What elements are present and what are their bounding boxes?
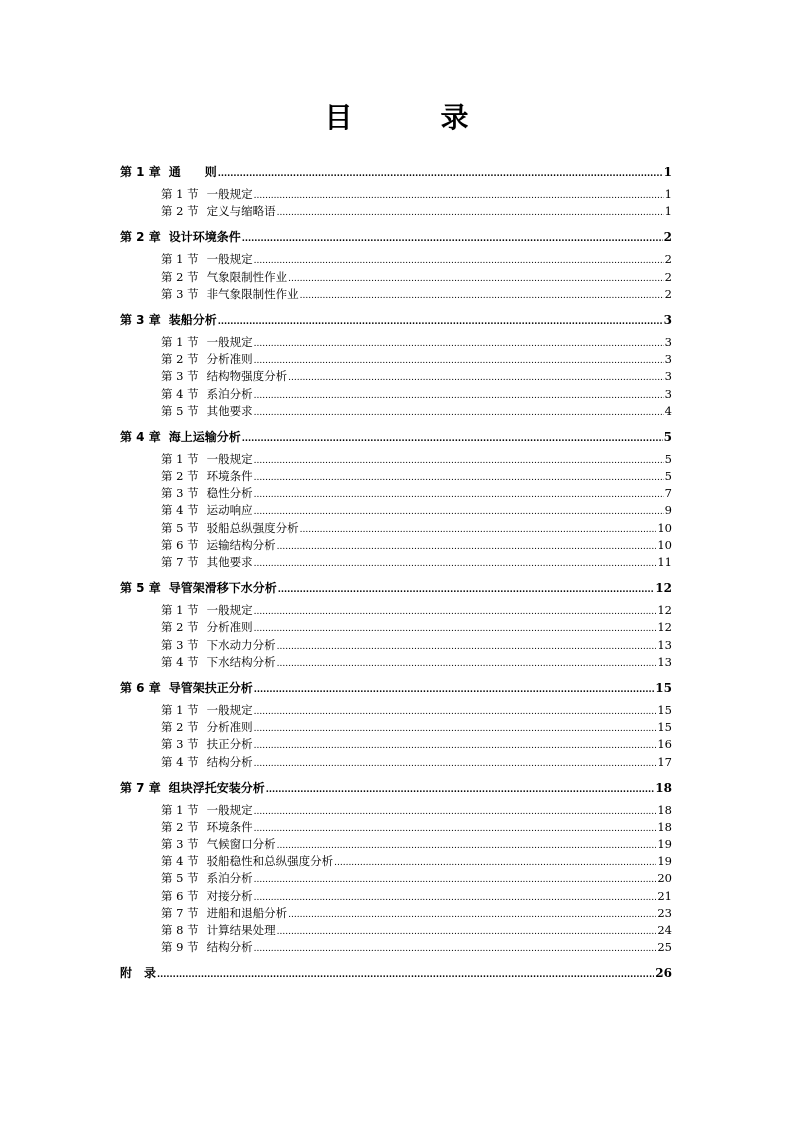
- dot-leader: [277, 654, 657, 673]
- section-page-number: 23: [657, 905, 672, 920]
- section-page-number: 9: [664, 503, 672, 518]
- section-title: 下水动力分析: [206, 637, 276, 652]
- section-number: 第 3 节: [161, 286, 199, 301]
- section-title: 环境条件: [206, 819, 253, 834]
- toc-section-entry[interactable]: [120, 939, 672, 956]
- toc-section-entry[interactable]: [120, 403, 672, 420]
- section-page-number: 4: [664, 403, 672, 418]
- section-title: 系泊分析: [206, 386, 253, 401]
- section-page-number: 18: [657, 819, 672, 834]
- toc-section-entry[interactable]: [120, 368, 672, 385]
- chapter-page-number: 18: [655, 780, 672, 795]
- dot-leader: [254, 554, 657, 573]
- section-label: [161, 802, 253, 819]
- chapter-title: 导管架扶正分析: [168, 680, 253, 695]
- chapter-label: [120, 226, 241, 248]
- section-title: 下水结构分析: [206, 654, 276, 669]
- section-label: [161, 853, 333, 870]
- toc-chapter-entry[interactable]: [120, 426, 672, 448]
- section-page-number: 16: [657, 737, 672, 752]
- toc-section-entry[interactable]: [120, 754, 672, 771]
- chapter-number: 第 6 章: [120, 680, 161, 695]
- section-title: 一般规定: [206, 603, 253, 618]
- section-number: 第 7 节: [161, 905, 199, 920]
- chapter-title: 导管架滑移下水分析: [168, 581, 277, 596]
- section-page-number: 11: [657, 555, 672, 569]
- chapter-label: [120, 577, 277, 599]
- toc-section-entry[interactable]: [120, 819, 672, 836]
- section-label: [161, 451, 253, 468]
- chapter-label: [120, 677, 253, 699]
- section-number: 第 6 节: [161, 537, 199, 552]
- section-label: [161, 702, 253, 719]
- toc-section-entry[interactable]: [120, 922, 672, 939]
- chapter-number: 第 1 章: [120, 165, 161, 179]
- dot-leader: [254, 939, 657, 958]
- toc-section-entry[interactable]: [120, 719, 672, 736]
- section-page-number: 15: [657, 720, 672, 735]
- section-number: 第 2 节: [161, 720, 199, 735]
- toc-section-entry[interactable]: [120, 836, 672, 853]
- toc-chapter: [120, 677, 672, 771]
- chapter-number: 第 3 章: [120, 312, 161, 327]
- section-title: 一般规定: [206, 451, 253, 466]
- section-page-number: 5: [664, 469, 672, 484]
- section-title: 对接分析: [206, 888, 253, 903]
- chapter-title: 装船分析: [168, 312, 217, 327]
- section-number: 第 4 节: [161, 854, 199, 869]
- section-page-number: 2: [664, 252, 672, 267]
- toc-section-entry[interactable]: [120, 537, 672, 554]
- toc-section-entry[interactable]: [120, 554, 672, 571]
- section-page-number: 15: [657, 702, 672, 717]
- section-number: 第 5 节: [161, 871, 199, 886]
- section-title: 驳船总纵强度分析: [206, 520, 299, 535]
- section-label: [161, 269, 287, 286]
- section-number: 第 1 节: [161, 702, 199, 717]
- section-title: 运输结构分析: [206, 537, 276, 552]
- toc-section-entry[interactable]: [120, 654, 672, 671]
- section-title: 环境条件: [206, 469, 253, 484]
- section-label: [161, 468, 253, 485]
- toc-chapter-entry[interactable]: [120, 777, 672, 799]
- chapter-number: 第 7 章: [120, 780, 161, 795]
- section-page-number: 5: [664, 451, 672, 466]
- toc-section-entry[interactable]: [120, 502, 672, 519]
- section-number: 第 3 节: [161, 837, 199, 852]
- section-title: 运动响应: [206, 503, 253, 518]
- section-page-number: 13: [657, 637, 672, 652]
- section-page-number: 1: [664, 204, 672, 219]
- section-page-number: 3: [664, 352, 672, 367]
- section-page-number: 12: [657, 620, 672, 635]
- section-title: 定义与缩略语: [206, 204, 276, 219]
- section-label: [161, 554, 253, 571]
- section-page-number: 7: [664, 486, 672, 501]
- dot-leader: [242, 426, 663, 450]
- section-title: 扶正分析: [206, 737, 253, 752]
- toc-section-entry[interactable]: [120, 351, 672, 368]
- section-page-number: 24: [657, 923, 672, 937]
- section-page-number: 3: [664, 334, 672, 349]
- dot-leader: [254, 403, 664, 422]
- toc-chapter-entry[interactable]: [120, 577, 672, 599]
- chapter-label: [120, 777, 265, 799]
- section-label: [161, 386, 253, 403]
- section-title: 进船和退船分析: [206, 905, 288, 920]
- section-number: 第 3 节: [161, 369, 199, 384]
- dot-leader: [157, 962, 654, 986]
- section-label: [161, 602, 253, 619]
- section-label: [161, 520, 299, 537]
- table-of-contents: [120, 161, 672, 987]
- section-label: [161, 351, 253, 368]
- section-title: 非气象限制性作业: [206, 286, 299, 301]
- chapter-number: 第 5 章: [120, 581, 161, 596]
- section-label: [161, 368, 287, 385]
- section-number: 第 3 节: [161, 486, 199, 501]
- dot-leader: [218, 161, 663, 185]
- section-page-number: 25: [657, 940, 672, 955]
- chapter-page-number: 5: [663, 429, 672, 444]
- section-number: 第 1 节: [161, 802, 199, 817]
- section-label: [161, 888, 253, 905]
- section-page-number: 20: [657, 871, 672, 886]
- section-number: 第 2 节: [161, 620, 199, 635]
- section-number: 第 4 节: [161, 386, 199, 401]
- section-number: 第 1 节: [161, 334, 199, 349]
- section-title: 一般规定: [206, 802, 253, 817]
- section-page-number: 21: [657, 888, 672, 903]
- toc-section-entry[interactable]: [120, 203, 672, 220]
- section-label: [161, 203, 276, 220]
- dot-leader: [254, 754, 657, 773]
- dot-leader: [300, 286, 664, 305]
- section-page-number: 2: [664, 269, 672, 284]
- section-title: 一般规定: [206, 334, 253, 349]
- section-page-number: 1: [664, 187, 672, 201]
- section-title: 结构分析: [206, 940, 253, 955]
- dot-leader: [277, 203, 664, 222]
- section-label: [161, 654, 276, 671]
- section-label: [161, 736, 253, 753]
- section-label: [161, 485, 253, 502]
- section-label: [161, 637, 276, 654]
- toc-section-entry[interactable]: [120, 386, 672, 403]
- chapter-number: 第 2 章: [120, 230, 161, 245]
- chapter-page-number: 1: [663, 165, 672, 179]
- section-label: [161, 870, 253, 887]
- section-number: 第 1 节: [161, 252, 199, 267]
- toc-section-entry[interactable]: [120, 186, 672, 203]
- toc-chapter: [120, 161, 672, 220]
- section-label: [161, 286, 299, 303]
- toc-section-entry[interactable]: [120, 888, 672, 905]
- section-label: [161, 754, 253, 771]
- section-page-number: 13: [657, 654, 672, 669]
- section-label: [161, 186, 253, 203]
- section-page-number: 18: [657, 802, 672, 817]
- chapter-number: 第 4 章: [120, 429, 161, 444]
- page-title: 目 录: [324, 101, 499, 134]
- toc-section-entry[interactable]: [120, 702, 672, 719]
- section-number: 第 1 节: [161, 603, 199, 618]
- chapter-page-number: 15: [655, 680, 672, 695]
- section-title: 其他要求: [206, 555, 253, 569]
- chapter-title: 设计环境条件: [168, 230, 241, 245]
- dot-leader: [242, 226, 663, 250]
- dot-leader: [218, 309, 663, 333]
- section-label: [161, 836, 276, 853]
- chapter-title: 海上运输分析: [168, 429, 241, 444]
- toc-section-entry[interactable]: [120, 451, 672, 468]
- section-number: 第 8 节: [161, 923, 199, 937]
- section-number: 第 1 节: [161, 451, 199, 466]
- chapter-page-number: 3: [663, 312, 672, 327]
- section-label: [161, 905, 287, 922]
- section-number: 第 1 节: [161, 187, 199, 201]
- toc-section-entry[interactable]: [120, 802, 672, 819]
- section-number: 第 2 节: [161, 469, 199, 484]
- toc-section-entry[interactable]: [120, 485, 672, 502]
- section-title: 分析准则: [206, 620, 253, 635]
- section-page-number: 19: [657, 854, 672, 869]
- section-page-number: 10: [657, 537, 672, 552]
- section-title: 一般规定: [206, 252, 253, 267]
- section-title: 分析准则: [206, 720, 253, 735]
- section-number: 第 2 节: [161, 204, 199, 219]
- section-number: 第 2 节: [161, 269, 199, 284]
- toc-chapter-entry[interactable]: [120, 677, 672, 699]
- toc-section-entry[interactable]: [120, 286, 672, 303]
- toc-section-entry[interactable]: [120, 520, 672, 537]
- chapter-title: 附 录: [120, 966, 157, 981]
- dot-leader: [254, 677, 655, 701]
- toc-section-entry[interactable]: [120, 602, 672, 619]
- section-title: 稳性分析: [206, 486, 253, 501]
- toc-section-entry[interactable]: [120, 468, 672, 485]
- section-title: 气候窗口分析: [206, 837, 276, 852]
- toc-section-entry[interactable]: [120, 905, 672, 922]
- dot-leader: [266, 777, 655, 801]
- toc-chapter: [120, 309, 672, 420]
- chapter-label: [120, 161, 217, 183]
- section-page-number: 3: [664, 386, 672, 401]
- section-page-number: 17: [657, 754, 672, 769]
- section-page-number: 19: [657, 837, 672, 852]
- section-title: 分析准则: [206, 352, 253, 367]
- chapter-page-number: 12: [655, 581, 672, 596]
- section-title: 一般规定: [206, 187, 253, 201]
- section-title: 结构分析: [206, 754, 253, 769]
- chapter-page-number: 2: [663, 230, 672, 245]
- section-number: 第 2 节: [161, 352, 199, 367]
- chapter-label: [120, 426, 241, 448]
- section-number: 第 7 节: [161, 555, 199, 569]
- section-number: 第 2 节: [161, 819, 199, 834]
- toc-chapter-entry[interactable]: [120, 226, 672, 248]
- toc-section-entry[interactable]: [120, 269, 672, 286]
- section-title: 计算结果处理: [206, 923, 276, 937]
- section-title: 气象限制性作业: [206, 269, 288, 284]
- section-label: [161, 502, 253, 519]
- section-title: 一般规定: [206, 702, 253, 717]
- toc-chapter-entry[interactable]: [120, 161, 672, 183]
- toc-section-entry[interactable]: [120, 870, 672, 887]
- section-number: 第 9 节: [161, 940, 199, 955]
- section-title: 系泊分析: [206, 871, 253, 886]
- section-page-number: 10: [657, 520, 672, 535]
- section-number: 第 3 节: [161, 637, 199, 652]
- section-label: [161, 719, 253, 736]
- section-label: [161, 537, 276, 554]
- toc-chapter: [120, 777, 672, 957]
- section-page-number: 2: [664, 286, 672, 301]
- section-label: [161, 334, 253, 351]
- section-number: 第 4 节: [161, 503, 199, 518]
- section-title: 结构物强度分析: [206, 369, 288, 384]
- toc-section-entry[interactable]: [120, 853, 672, 870]
- toc-chapter: [120, 426, 672, 571]
- section-number: 第 4 节: [161, 654, 199, 669]
- section-number: 第 5 节: [161, 520, 199, 535]
- toc-section-entry[interactable]: [120, 736, 672, 753]
- chapter-label: [120, 309, 217, 331]
- section-title: 其他要求: [206, 403, 253, 418]
- dot-leader: [278, 577, 655, 601]
- section-page-number: 3: [664, 369, 672, 384]
- toc-section-entry[interactable]: [120, 637, 672, 654]
- section-label: [161, 403, 253, 420]
- section-label: [161, 819, 253, 836]
- section-page-number: 12: [657, 603, 672, 618]
- chapter-page-number: 26: [655, 966, 672, 981]
- section-number: 第 5 节: [161, 403, 199, 418]
- toc-chapter: [120, 226, 672, 303]
- section-label: [161, 619, 253, 636]
- section-label: [161, 939, 253, 956]
- chapter-title: 通 则: [168, 165, 217, 179]
- chapter-label: [120, 962, 156, 984]
- section-number: 第 6 节: [161, 888, 199, 903]
- toc-chapter-entry[interactable]: [120, 309, 672, 331]
- toc-section-entry[interactable]: [120, 334, 672, 351]
- toc-chapter-entry[interactable]: [120, 962, 672, 984]
- section-title: 驳船稳性和总纵强度分析: [206, 854, 334, 869]
- toc-section-entry[interactable]: [120, 251, 672, 268]
- section-label: [161, 251, 253, 268]
- chapter-title: 组块浮托安装分析: [168, 780, 265, 795]
- toc-chapter: [120, 577, 672, 671]
- toc-chapter: [120, 962, 672, 984]
- section-label: [161, 922, 276, 939]
- section-number: 第 3 节: [161, 737, 199, 752]
- toc-section-entry[interactable]: [120, 619, 672, 636]
- section-number: 第 4 节: [161, 754, 199, 769]
